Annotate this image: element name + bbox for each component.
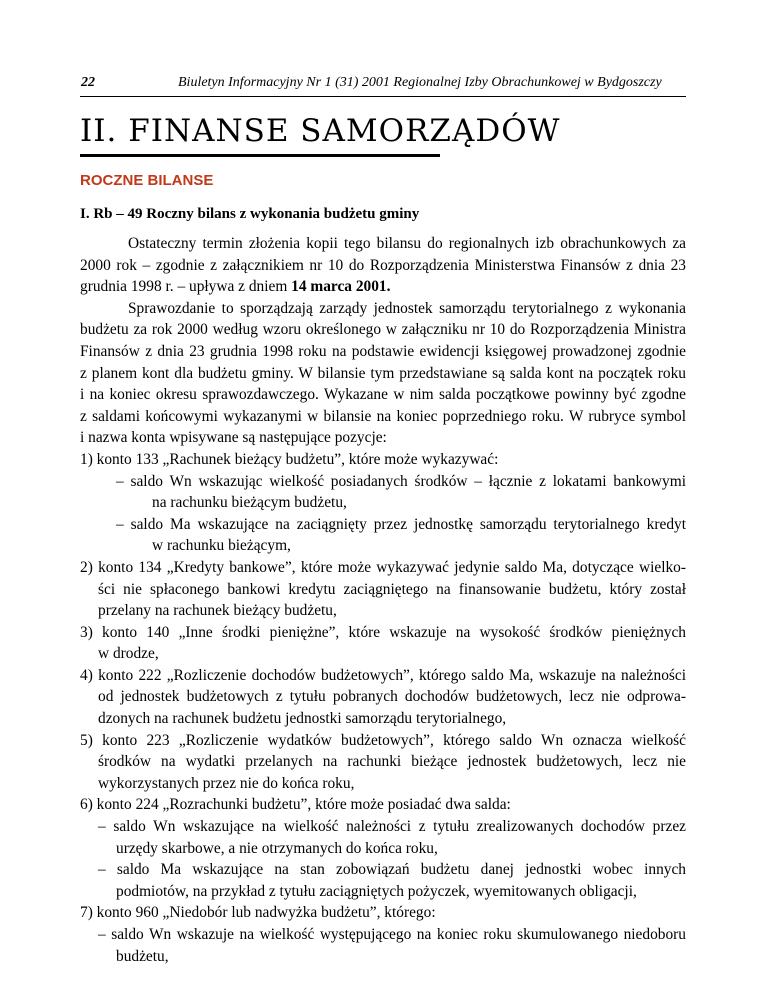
list-item: 5) konto 223 „Rozliczenie wydatków budżetowych”, którego saldo Wn oznacza wielkość: [80, 731, 686, 749]
text-fragment: grudnia 1998 r. – upływa z dniem: [80, 278, 292, 296]
text-line: przelany na rachunek bieżący budżetu,: [98, 602, 337, 620]
text-line: budżetu,: [116, 947, 169, 965]
list-subitem: – saldo Wn wskazując wielkość posiadanych środków – łącznie z lokatami bankowymi: [116, 472, 686, 490]
text-line: 2000 rok – zgodnie z załącznikiem nr 10 do Rozporządzenia Ministerstwa Finansów z dnia 23: [80, 256, 686, 274]
running-header: Biuletyn Informacyjny Nr 1 (31) 2001 Regionalnej Izby Obrachunkowej w Bydgoszczy: [178, 75, 662, 90]
text-line: ści nie spłaconego bankowi kredytu zaciągniętego na finansowanie budżetu, który został: [98, 580, 686, 598]
list-subitem: – saldo Wn wskazuje na wielkość występującego na koniec roku skumulowanego niedoboru: [98, 926, 686, 943]
text-line: i nazwa konta wpisywane są następujące pozycje:: [80, 429, 387, 447]
list-item: 1) konto 133 „Rachunek bieżący budżetu”, które może wykazywać:: [80, 450, 499, 468]
text-line: środków na wydatki przelanych na rachunki bieżące jednostek budżetowych, lecz nie: [98, 753, 686, 771]
section-title: ROCZNE BILANSE: [80, 172, 214, 189]
text-line: w drodze,: [98, 645, 159, 663]
list-item: 3) konto 140 „Inne środki pieniężne”, które wskazuje na wysokość środków pieniężnych: [80, 623, 686, 641]
page-number: 22: [81, 75, 95, 90]
text-line: Ostateczny termin złożenia kopii tego bilansu do regionalnych izb obrachunkowych za: [128, 235, 686, 252]
text-line: wykorzystanych przez nie do końca roku,: [98, 774, 355, 792]
text-line: Sprawozdanie to sporządzają zarządy jednostek samorządu terytorialnego z wykonania: [128, 299, 686, 317]
list-item: 7) konto 960 „Niedobór lub nadwyżka budżetu”, którego:: [80, 904, 436, 922]
text-line: i na koniec okresu sprawozdawczego. Wykazane w nim salda początkowe powinny być zgodne: [80, 386, 686, 404]
text-line: podmiotów, na przykład z tytułu zaciągniętych pożyczek, wyemitowanych obligacji,: [116, 882, 637, 900]
list-subitem: – saldo Ma wskazujące na zaciągnięty przez jednostkę samorządu terytorialnego kredyt: [116, 515, 686, 533]
chapter-underline: [80, 154, 440, 157]
text-line: na rachunku bieżącym budżetu,: [152, 494, 347, 512]
text-line: z planem kont dla budżetu gminy. W bilansie tym przedstawiane są salda kont na początek roku: [80, 364, 686, 382]
text-line: z saldami końcowymi wykazanymi w bilansie na koniec poprzedniego roku. W rubryce symbol: [80, 407, 686, 425]
list-item: 4) konto 222 „Rozliczenie dochodów budżetowych”, którego saldo Ma, wskazuje na należności: [80, 666, 686, 684]
subsection-title: I. Rb – 49 Roczny bilans z wykonania budżetu gminy: [80, 206, 420, 222]
body-text: [80, 233, 686, 967]
deadline-date: 14 marca 2001.: [291, 278, 391, 296]
text-line: od jednostek budżetowych z tytułu pobranych dochodów budżetowych, lecz nie odprowa-: [98, 688, 686, 706]
text-line: dzonych na rachunek budżetu jednostki samorządu terytorialnego,: [98, 710, 507, 728]
text-line: budżetu za rok 2000 według wzoru określonego w załączniku nr 10 do Rozporządzenia Ministra: [80, 321, 686, 339]
text-line: urzędy skarbowe, a nie otrzymanych do końca roku,: [116, 839, 438, 857]
text-line: w rachunku bieżącym,: [152, 537, 291, 555]
text-line: [80, 276, 686, 298]
header-divider: [80, 96, 686, 97]
list-item: 6) konto 224 „Rozrachunki budżetu”, które może posiadać dwa salda:: [80, 796, 511, 814]
list-item: 2) konto 134 „Kredyty bankowe”, które może wykazywać jedynie saldo Ma, dotyczące wielko-: [80, 558, 686, 576]
chapter-title: II. FINANSE SAMORZĄDÓW: [80, 113, 561, 149]
text-line: Finansów z dnia 23 grudnia 1998 roku na podstawie ewidencji księgowej prowadzonej zgodnie: [80, 342, 686, 360]
list-subitem: – saldo Ma wskazujące na stan zobowiązań budżetu danej jednostki wobec innych: [98, 861, 686, 879]
list-subitem: – saldo Wn wskazujące na wielkość należności z tytułu zrealizowanych dochodów przez: [98, 818, 686, 836]
